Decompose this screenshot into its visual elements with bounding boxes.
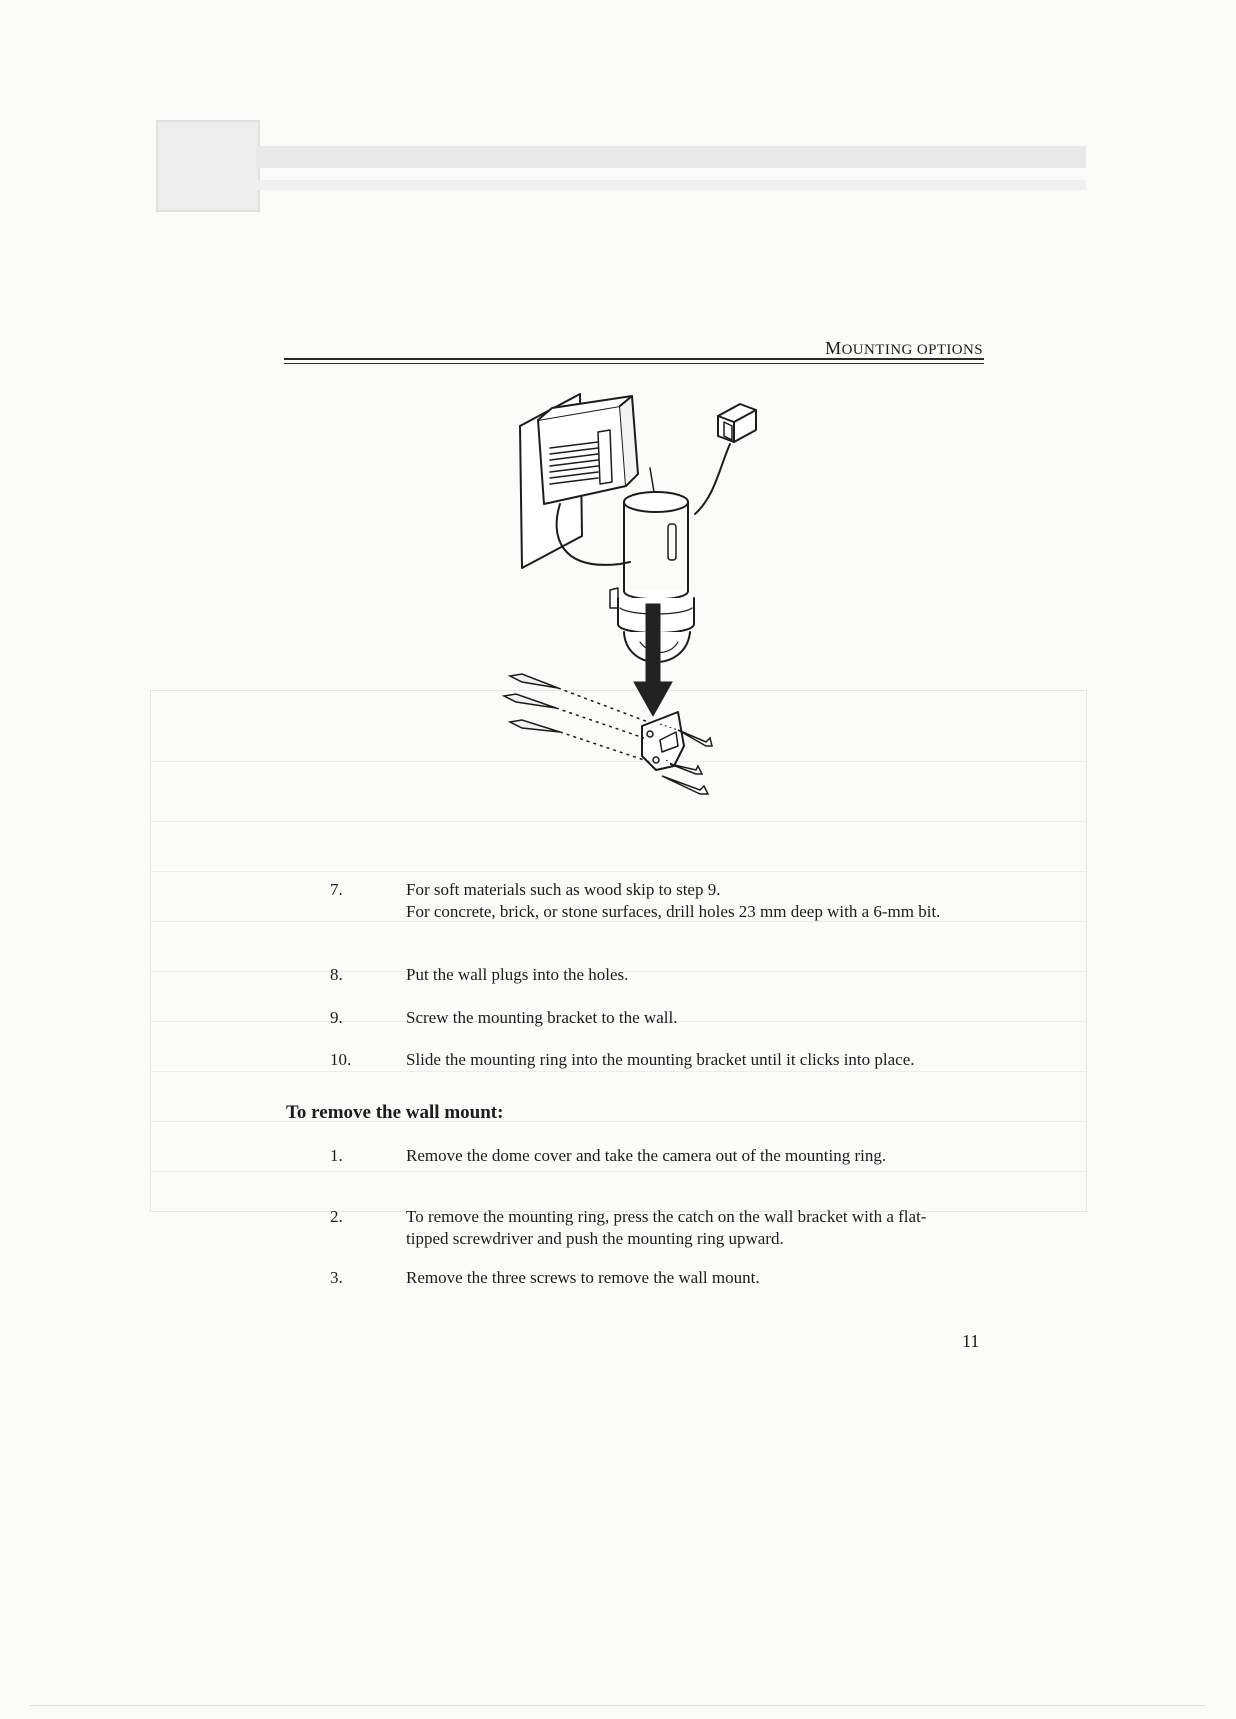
remove-step-1 bbox=[284, 1145, 984, 1167]
step-text: Remove the three screws to remove the wall mount. bbox=[406, 1268, 760, 1287]
wall-mount-illustration-icon bbox=[500, 386, 800, 856]
step-number: 3. bbox=[330, 1268, 343, 1287]
bleedthrough-logo bbox=[156, 120, 260, 212]
step-10 bbox=[284, 1049, 984, 1071]
step-text: Remove the dome cover and take the camera out of the mounting ring. bbox=[406, 1146, 887, 1165]
remove-section-heading: To remove the wall mount: bbox=[286, 1102, 504, 1123]
header-rule-thick bbox=[284, 358, 984, 360]
step-text: For soft materials such as wood skip to step 9. For concrete, brick, or stone surfaces, drill holes 23 mm deep with a 6-mm bit. bbox=[406, 880, 941, 921]
remove-step-2 bbox=[284, 1206, 984, 1250]
section-title: MOUNTING OPTIONS bbox=[825, 338, 983, 358]
bleedthrough-band-secondary bbox=[256, 180, 1086, 190]
step-text: To remove the mounting ring, press the catch on the wall bracket with a flat-tipped screwdriver and push the mounting ring upward. bbox=[406, 1207, 927, 1248]
remove-step-3 bbox=[284, 1267, 984, 1289]
step-number: 10. bbox=[330, 1050, 352, 1069]
step-text: Screw the mounting bracket to the wall. bbox=[406, 1008, 678, 1027]
step-number: 9. bbox=[330, 1008, 343, 1027]
step-number: 7. bbox=[330, 880, 343, 899]
step-number: 1. bbox=[330, 1146, 343, 1165]
step-9 bbox=[284, 1007, 984, 1029]
step-8 bbox=[284, 964, 984, 986]
step-number: 8. bbox=[330, 965, 343, 984]
step-number: 2. bbox=[330, 1207, 343, 1226]
step-text: Put the wall plugs into the holes. bbox=[406, 965, 629, 984]
header-rule-thin bbox=[284, 363, 984, 364]
bleedthrough-band bbox=[256, 146, 1086, 168]
page-number: 11 bbox=[962, 1331, 980, 1351]
page-bottom-edge bbox=[30, 1705, 1206, 1706]
step-7 bbox=[284, 879, 984, 923]
step-text: Slide the mounting ring into the mounting bracket until it clicks into place. bbox=[406, 1050, 915, 1069]
